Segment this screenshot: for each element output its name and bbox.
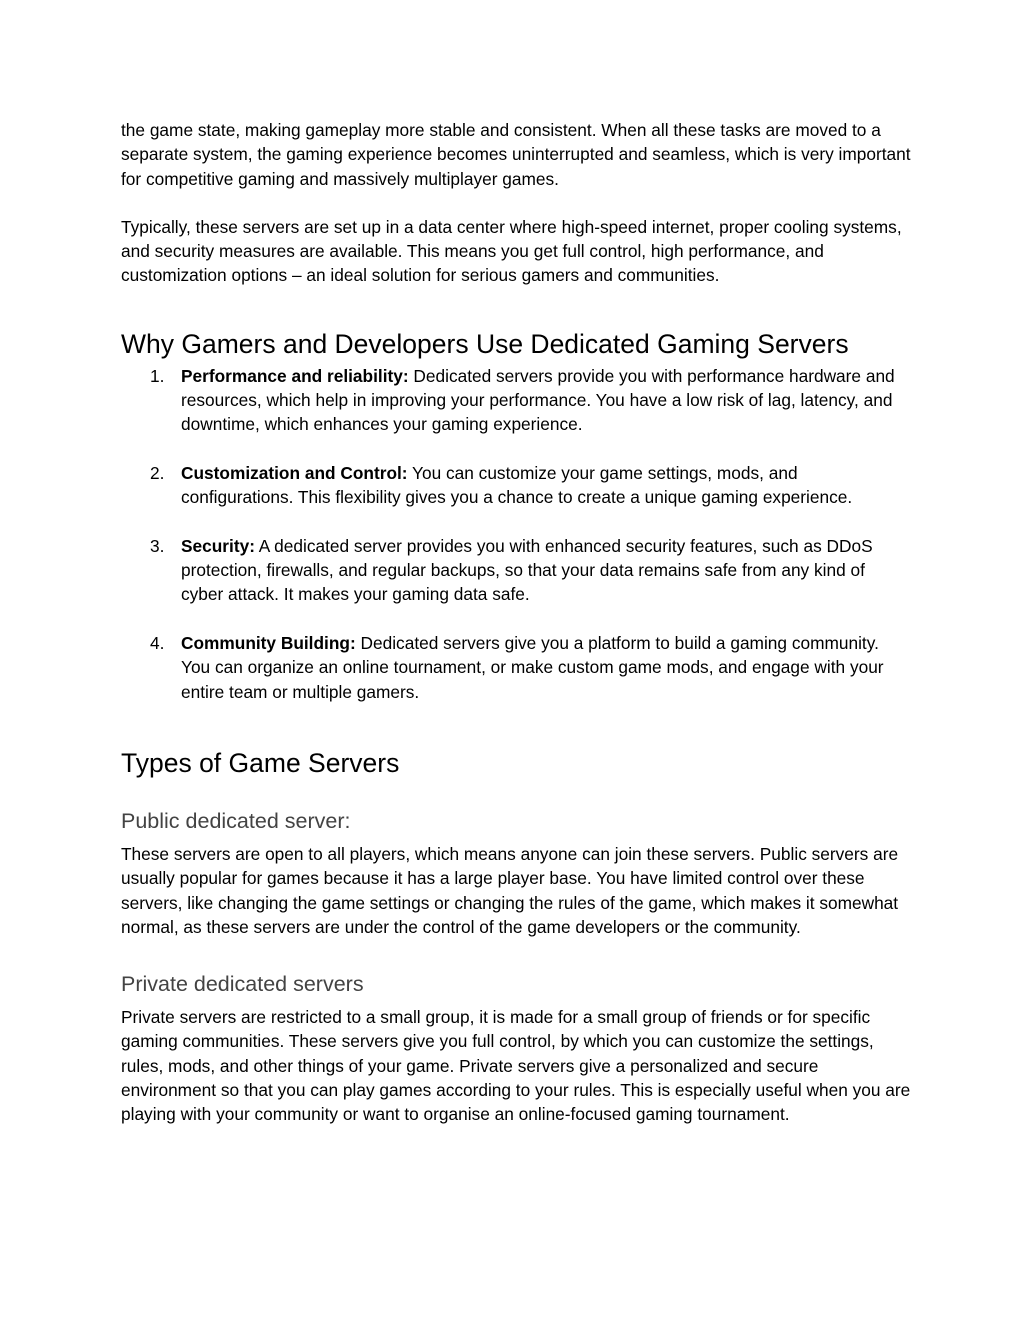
intro-paragraph-1: the game state, making gameplay more stable and consistent. When all these tasks are moved to a separate system, the gaming experience becomes uninterrupted and seamless, which is very important for competitive gaming and massively multiplayer games. xyxy=(121,120,911,189)
public-server-heading: Public dedicated server: xyxy=(121,808,351,833)
reason-item-performance xyxy=(121,364,911,437)
reason-number: 4. xyxy=(150,633,165,654)
public-server-paragraph: These servers are open to all players, which means anyone can join these servers. Public servers are usually popular for games because it has a large player base. You have limited control over these servers, like changing the game settings or changing the rules of the game, which makes it somewhat normal, as these servers are under the control of the game developers or the community. xyxy=(121,843,899,937)
reason-item-community xyxy=(121,631,911,704)
private-server-paragraph: Private servers are restricted to a small group, it is made for a small group of friends or for specific gaming communities. These servers give you full control, by which you can customize the settings, rules, mods, and other things of your game. Private servers give a personalized and secure environment so that you can play games according to your rules. This is especially useful when you are playing with your community or want to organise an online-focused gaming tournament. xyxy=(121,1007,911,1125)
reason-term: Security: xyxy=(181,535,255,556)
document-page xyxy=(121,118,911,1127)
reason-text: You can customize your game settings, mods, and configurations. This flexibility gives you a chance to create a unique gaming experience. xyxy=(181,462,853,508)
reason-term: Performance and reliability: xyxy=(181,365,409,386)
reason-term: Customization and Control: xyxy=(181,462,408,483)
reasons-list xyxy=(121,364,911,704)
reason-term: Community Building: xyxy=(181,633,356,654)
types-section-heading: Types of Game Servers xyxy=(121,747,400,778)
reason-number: 1. xyxy=(150,365,165,386)
reason-item-security xyxy=(121,534,911,607)
reason-number: 2. xyxy=(150,462,165,483)
reason-number: 3. xyxy=(150,535,165,556)
reason-text: Dedicated servers provide you with performance hardware and resources, which help in improving your performance. You have a low risk of lag, latency, and downtime, which enhances your gaming experience. xyxy=(181,365,895,435)
why-section-heading: Why Gamers and Developers Use Dedicated Gaming Servers xyxy=(121,328,849,359)
reason-text: Dedicated servers give you a platform to build a gaming community. You can organize an online tournament, or make custom game mods, and engage with your entire team or multiple gamers. xyxy=(181,633,884,702)
intro-paragraph-2: Typically, these servers are set up in a data center where high-speed internet, proper cooling systems, and security measures are available. This means you get full control, high performance, and customization options – an ideal solution for serious gamers and communities. xyxy=(121,216,902,286)
reason-text: A dedicated server provides you with enhanced security features, such as DDoS protection, firewalls, and regular backups, so that your data remains safe from any kind of cyber attack. It makes your gaming data safe. xyxy=(181,535,873,605)
private-server-heading: Private dedicated servers xyxy=(121,972,364,997)
reason-item-customization xyxy=(121,461,911,510)
